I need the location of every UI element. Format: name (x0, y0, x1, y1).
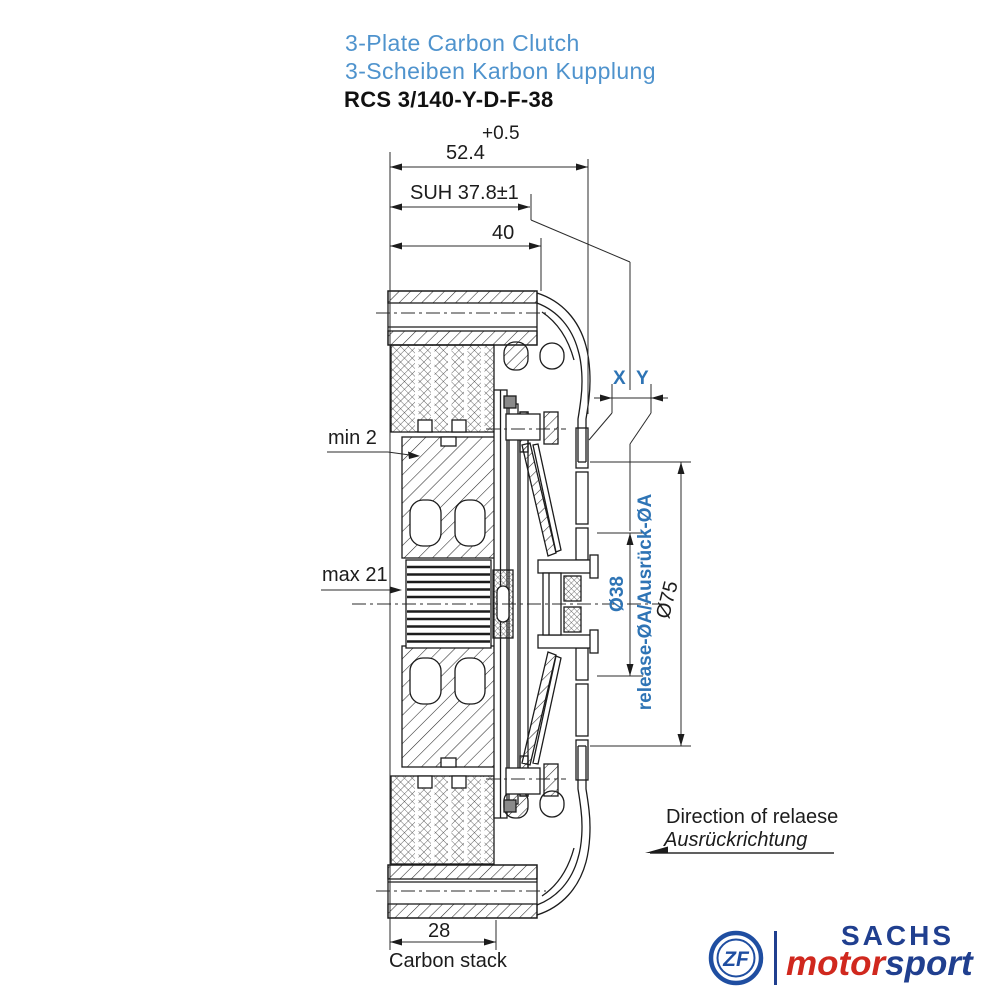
carbon-stack-top (391, 345, 494, 432)
logo-divider (774, 931, 777, 985)
brand-motorsport-sport: sport (885, 944, 973, 983)
part-number: RCS 3/140-Y-D-F-38 (344, 87, 554, 112)
dim-min-wear: min 2 (328, 427, 377, 449)
release-direction-de: Ausrückrichtung (664, 829, 808, 851)
dim-release-dia: Ø38 (607, 576, 628, 612)
dim-carbon-width: 28 (428, 920, 451, 942)
dim-overall-depth: 52.4 (446, 142, 485, 164)
strap-boss-bottom (504, 764, 564, 818)
release-direction-en: Direction of relaese (666, 806, 839, 828)
carbon-stack-label: Carbon stack (389, 950, 507, 972)
dim-40: 40 (492, 222, 515, 244)
clutch-body (388, 291, 598, 918)
brand-sachs: SACHS (841, 920, 955, 951)
brand-motorsport (786, 946, 973, 981)
flywheel-ring-top (388, 291, 537, 345)
dim-y: Y (636, 368, 649, 389)
title-en: 3-Plate Carbon Clutch (345, 30, 580, 56)
zf-logo-icon (711, 933, 761, 983)
dim-suh: SUH 37.8±1 (410, 182, 519, 204)
carbon-stack-bottom (391, 776, 494, 864)
dim-x: X (613, 368, 626, 389)
title-de: 3-Scheiben Karbon Kupplung (345, 58, 656, 84)
brand-motorsport-motor: motor (786, 944, 886, 983)
dim-release-dia-label: release-ØA/Ausrück-ØA (635, 493, 656, 711)
dim-tolerance-top: +0.5 (482, 123, 520, 144)
svg-text:ZF: ZF (723, 948, 749, 971)
hub-bottom (402, 646, 500, 767)
dim-max-wear: max 21 (322, 564, 388, 586)
dim-opening-dia: Ø75 (652, 578, 683, 621)
